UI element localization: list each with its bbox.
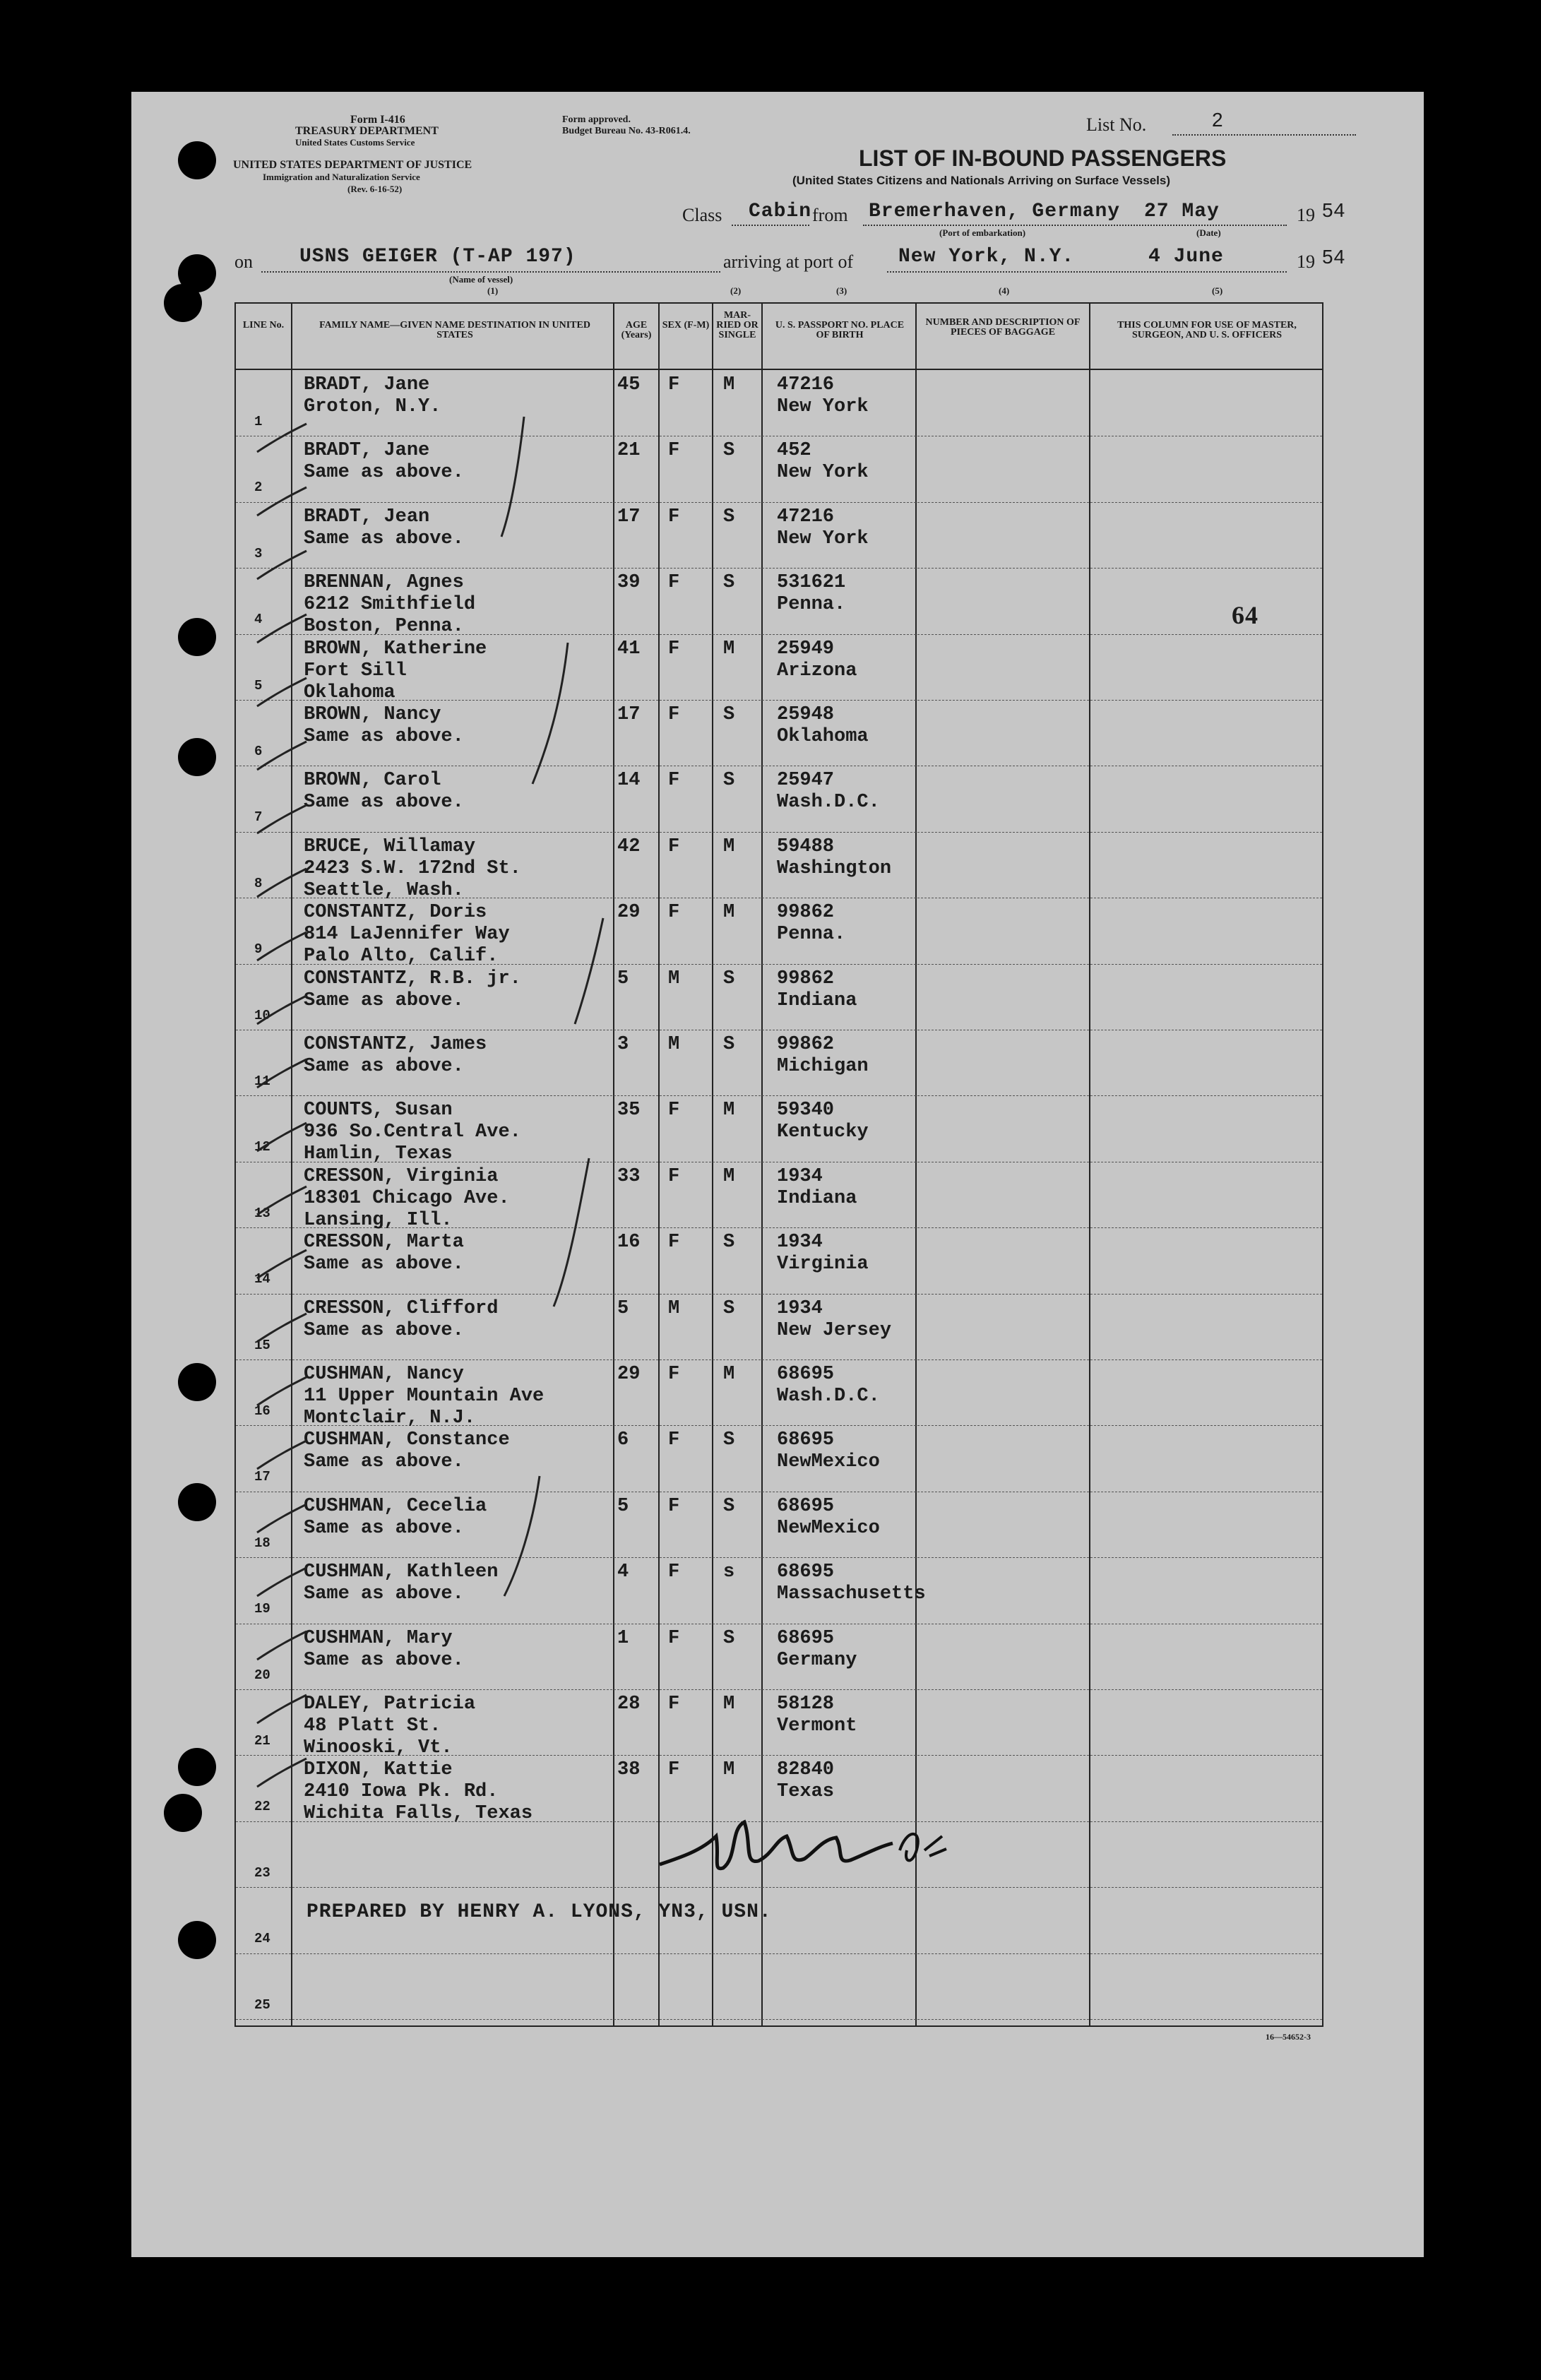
line-number: 13 <box>254 1205 270 1221</box>
vessel-caption: (Name of vessel) <box>449 274 513 285</box>
line-number: 20 <box>254 1667 270 1683</box>
col-num-3: (3) <box>836 285 847 296</box>
passenger-sex: F <box>668 440 680 462</box>
passenger-marital-status: S <box>723 572 735 594</box>
line-number: 11 <box>254 1073 270 1089</box>
passenger-name-destination: BRADT, Jane Same as above. <box>304 440 464 484</box>
passenger-sex: F <box>668 1364 680 1385</box>
passenger-sex: F <box>668 1429 680 1451</box>
passenger-sex: M <box>668 1034 680 1055</box>
line-number: 1 <box>254 414 263 429</box>
header-baggage: NUMBER AND DESCRIPTION OF PIECES OF BAGGAGE <box>925 317 1081 338</box>
page-stamp: 64 <box>1232 601 1259 629</box>
passenger-age: 29 <box>617 1364 641 1385</box>
passenger-name-destination: BRADT, Jean Same as above. <box>304 506 464 549</box>
passenger-name-destination: CUSHMAN, Constance Same as above. <box>304 1429 510 1473</box>
passport-birthplace: 59340 Kentucky <box>777 1100 869 1143</box>
header-sex: SEX (F-M) <box>662 320 710 331</box>
check-marks <box>236 304 1322 2025</box>
passenger-name-destination: BROWN, Katherine Fort Sill Oklahoma <box>304 638 487 703</box>
passport-birthplace: 47216 New York <box>777 374 869 417</box>
passenger-name-destination: DALEY, Patricia 48 Platt St. Winooski, Vt. <box>304 1694 476 1759</box>
line-number: 19 <box>254 1601 270 1617</box>
passenger-table <box>234 302 1323 2027</box>
passport-birthplace: 68695 Wash.D.C. <box>777 1364 880 1407</box>
line-number: 6 <box>254 744 263 759</box>
passenger-name-destination: BROWN, Carol Same as above. <box>304 770 464 814</box>
form-title: LIST OF IN-BOUND PASSENGERS <box>859 145 1227 171</box>
passenger-age: 3 <box>617 1034 629 1055</box>
passenger-sex: M <box>668 1297 680 1319</box>
passenger-age: 35 <box>617 1100 641 1121</box>
passenger-age: 14 <box>617 770 641 792</box>
header-age: AGE (Years) <box>621 320 652 340</box>
binder-hole <box>178 141 216 179</box>
passenger-marital-status: S <box>723 506 735 528</box>
passenger-marital-status: S <box>723 1627 735 1649</box>
line-number: 7 <box>254 809 263 826</box>
passenger-sex: M <box>668 968 680 989</box>
passenger-age: 5 <box>617 1297 629 1319</box>
passenger-name-destination: CONSTANTZ, R.B. jr. Same as above. <box>304 968 521 1011</box>
passport-birthplace: 99862 Penna. <box>777 902 846 946</box>
passenger-marital-status: S <box>723 1232 735 1254</box>
passenger-age: 33 <box>617 1165 641 1187</box>
passenger-name-destination: DIXON, Kattie 2410 Iowa Pk. Rd. Wichita Falls, Texas <box>304 1759 533 1825</box>
col-num-5: (5) <box>1212 285 1223 296</box>
passport-birthplace: 99862 Michigan <box>777 1034 869 1077</box>
form-number: Form I-416 <box>350 114 405 126</box>
port-caption: (Port of embarkation) <box>939 227 1026 238</box>
passport-birthplace: 68695 Massachusetts <box>777 1561 926 1605</box>
passport-birthplace: 25949 Arizona <box>777 638 857 682</box>
passenger-name-destination: CRESSON, Marta Same as above. <box>304 1232 464 1275</box>
passenger-sex: F <box>668 1100 680 1121</box>
header-line-no: LINE No. <box>242 320 285 331</box>
line-number: 9 <box>254 941 263 958</box>
passport-birthplace: 452 New York <box>777 440 869 484</box>
line-number: 24 <box>254 1931 270 1947</box>
list-no-label: List No. <box>1086 114 1147 135</box>
passenger-age: 5 <box>617 968 629 989</box>
passenger-marital-status: M <box>723 1364 735 1385</box>
passenger-name-destination: BRUCE, Willamay 2423 S.W. 172nd St. Seattle, Wash. <box>304 835 521 901</box>
binder-hole <box>178 618 216 656</box>
class-label: Class <box>682 205 722 225</box>
passenger-marital-status: S <box>723 1429 735 1451</box>
passenger-sex: F <box>668 1759 680 1781</box>
header-passport: U. S. PASSPORT NO. PLACE OF BIRTH <box>775 320 905 340</box>
passenger-age: 1 <box>617 1627 629 1649</box>
line-number: 10 <box>254 1007 270 1023</box>
line-number: 25 <box>254 1997 270 2013</box>
passenger-sex: F <box>668 572 680 594</box>
passenger-sex: F <box>668 506 680 528</box>
class-value: Cabin <box>749 201 812 222</box>
ins-service: Immigration and Naturalization Service <box>263 172 420 182</box>
list-no-value: 2 <box>1212 109 1224 131</box>
passenger-marital-status: S <box>723 1297 735 1319</box>
passenger-marital-status: S <box>723 704 735 725</box>
line-number: 14 <box>254 1271 270 1287</box>
line-number: 16 <box>254 1403 270 1419</box>
passport-birthplace: 59488 Washington <box>777 835 892 879</box>
passport-birthplace: 25947 Wash.D.C. <box>777 770 880 814</box>
passenger-name-destination: BRENNAN, Agnes 6212 Smithfield Boston, Penna. <box>304 572 476 638</box>
passenger-age: 29 <box>617 902 641 924</box>
passenger-age: 17 <box>617 704 641 725</box>
binder-hole <box>178 1748 216 1786</box>
passenger-age: 38 <box>617 1759 641 1781</box>
passenger-age: 17 <box>617 506 641 528</box>
arrival-year: 54 <box>1322 246 1346 268</box>
col-num-1: (1) <box>487 285 499 296</box>
passenger-sex: F <box>668 835 680 857</box>
passenger-sex: F <box>668 770 680 792</box>
year-label: 19 <box>1297 205 1315 225</box>
passenger-marital-status: S <box>723 770 735 792</box>
passenger-marital-status: M <box>723 1759 735 1781</box>
treasury-dept: TREASURY DEPARTMENT <box>295 125 439 137</box>
passenger-age: 45 <box>617 374 641 395</box>
passport-birthplace: 1934 Virginia <box>777 1232 869 1275</box>
line-number: 2 <box>254 480 263 496</box>
passenger-sex: F <box>668 1495 680 1517</box>
date-caption: (Date) <box>1196 227 1221 238</box>
passport-birthplace: 82840 Texas <box>777 1759 835 1803</box>
passenger-name-destination: CONSTANTZ, James Same as above. <box>304 1034 487 1077</box>
line-number: 15 <box>254 1337 270 1353</box>
passport-birthplace: 25948 Oklahoma <box>777 704 869 747</box>
passenger-name-destination: BRADT, Jane Groton, N.Y. <box>304 374 441 417</box>
form-approved: Form approved. <box>562 114 631 125</box>
passenger-name-destination: CRESSON, Virginia 18301 Chicago Ave. Lansing, Ill. <box>304 1165 510 1231</box>
passenger-age: 42 <box>617 835 641 857</box>
passenger-age: 4 <box>617 1561 629 1583</box>
passenger-marital-status: M <box>723 1100 735 1121</box>
embarkation-port: Bremerhaven, Germany <box>869 201 1121 222</box>
passenger-sex: F <box>668 374 680 395</box>
passport-birthplace: 68695 NewMexico <box>777 1429 880 1473</box>
passport-birthplace: 99862 Indiana <box>777 968 857 1011</box>
line-number: 12 <box>254 1139 270 1155</box>
passenger-marital-status: S <box>723 968 735 989</box>
embarkation-year: 54 <box>1322 199 1346 221</box>
passenger-marital-status: S <box>723 1034 735 1055</box>
line-number: 23 <box>254 1864 270 1881</box>
passenger-marital-status: M <box>723 1165 735 1187</box>
passenger-name-destination: CUSHMAN, Cecelia Same as above. <box>304 1495 487 1539</box>
binder-hole <box>164 1794 202 1832</box>
line-number: 22 <box>254 1799 270 1815</box>
passenger-age: 16 <box>617 1232 641 1254</box>
passenger-sex: F <box>668 1232 680 1254</box>
passenger-marital-status: M <box>723 374 735 395</box>
passenger-name-destination: CUSHMAN, Mary Same as above. <box>304 1627 464 1671</box>
passenger-name-destination: CONSTANTZ, Doris 814 LaJennifer Way Palo Alto, Calif. <box>304 902 510 968</box>
passenger-sex: F <box>668 704 680 725</box>
from-label: from <box>812 205 848 225</box>
col-num-2: (2) <box>730 285 742 296</box>
prepared-by: PREPARED BY HENRY A. LYONS, YN3, USN. <box>307 1901 772 1923</box>
line-number: 5 <box>254 677 263 694</box>
passenger-marital-status: M <box>723 1694 735 1715</box>
binder-hole <box>178 1921 216 1959</box>
passenger-marital-status: M <box>723 835 735 857</box>
vessel-name: USNS GEIGER (T-AP 197) <box>299 246 576 268</box>
passport-birthplace: 47216 New York <box>777 506 869 549</box>
line-number: 8 <box>254 875 263 891</box>
binder-hole <box>178 1363 216 1401</box>
passenger-age: 6 <box>617 1429 629 1451</box>
line-number: 18 <box>254 1535 270 1551</box>
passenger-name-destination: CRESSON, Clifford Same as above. <box>304 1297 499 1341</box>
arrival-port: New York, N.Y. <box>898 246 1075 268</box>
embarkation-date: 27 May <box>1144 201 1220 222</box>
revision: (Rev. 6-16-52) <box>347 184 403 194</box>
passport-birthplace: 1934 New Jersey <box>777 1297 892 1341</box>
passenger-age: 21 <box>617 440 641 462</box>
passenger-name-destination: BROWN, Nancy Same as above. <box>304 704 464 747</box>
line-number: 17 <box>254 1469 270 1485</box>
passport-birthplace: 531621 Penna. <box>777 572 846 616</box>
form-subtitle: (United States Citizens and Nationals Arriving on Surface Vessels) <box>792 174 1171 187</box>
binder-hole <box>178 738 216 776</box>
passenger-name-destination: CUSHMAN, Kathleen Same as above. <box>304 1561 499 1605</box>
passport-birthplace: 58128 Vermont <box>777 1694 857 1737</box>
arrival-year-label: 19 <box>1297 251 1315 272</box>
passenger-marital-status: s <box>723 1561 735 1583</box>
col-num-4: (4) <box>999 285 1010 296</box>
on-label: on <box>234 251 253 272</box>
passenger-sex: F <box>668 1627 680 1649</box>
arriving-label: arriving at port of <box>723 251 854 272</box>
passenger-sex: F <box>668 902 680 924</box>
passenger-age: 39 <box>617 572 641 594</box>
passenger-sex: F <box>668 1165 680 1187</box>
passport-birthplace: 68695 NewMexico <box>777 1495 880 1539</box>
binder-hole <box>164 284 202 322</box>
line-number: 21 <box>254 1733 270 1749</box>
header-officers: THIS COLUMN FOR USE OF MASTER, SURGEON, AND U. S. OFFICERS <box>1117 320 1297 340</box>
header-name: FAMILY NAME—GIVEN NAME DESTINATION IN UNITED STATES <box>319 320 590 340</box>
passenger-name-destination: CUSHMAN, Nancy 11 Upper Mountain Ave Montclair, N.J. <box>304 1364 545 1429</box>
arrival-date: 4 June <box>1148 246 1224 268</box>
passenger-marital-status: M <box>723 638 735 660</box>
passenger-sex: F <box>668 638 680 660</box>
header-married: MAR-RIED OR SINGLE <box>716 310 758 340</box>
customs-service: United States Customs Service <box>295 137 415 148</box>
footer-code: 16—54652-3 <box>1266 2032 1311 2042</box>
line-number: 3 <box>254 545 263 561</box>
passenger-marital-status: S <box>723 440 735 462</box>
passenger-marital-status: M <box>723 902 735 924</box>
passenger-marital-status: S <box>723 1495 735 1517</box>
justice-dept: UNITED STATES DEPARTMENT OF JUSTICE <box>233 159 472 171</box>
passenger-name-destination: COUNTS, Susan 936 So.Central Ave. Hamlin, Texas <box>304 1100 521 1165</box>
passenger-sex: F <box>668 1561 680 1583</box>
passport-birthplace: 1934 Indiana <box>777 1165 857 1209</box>
line-number: 4 <box>254 612 263 628</box>
passenger-age: 5 <box>617 1495 629 1517</box>
passenger-sex: F <box>668 1694 680 1715</box>
passenger-age: 28 <box>617 1694 641 1715</box>
binder-hole <box>178 1483 216 1521</box>
passenger-age: 41 <box>617 638 641 660</box>
passport-birthplace: 68695 Germany <box>777 1627 857 1671</box>
budget-bureau: Budget Bureau No. 43-R061.4. <box>562 126 691 136</box>
